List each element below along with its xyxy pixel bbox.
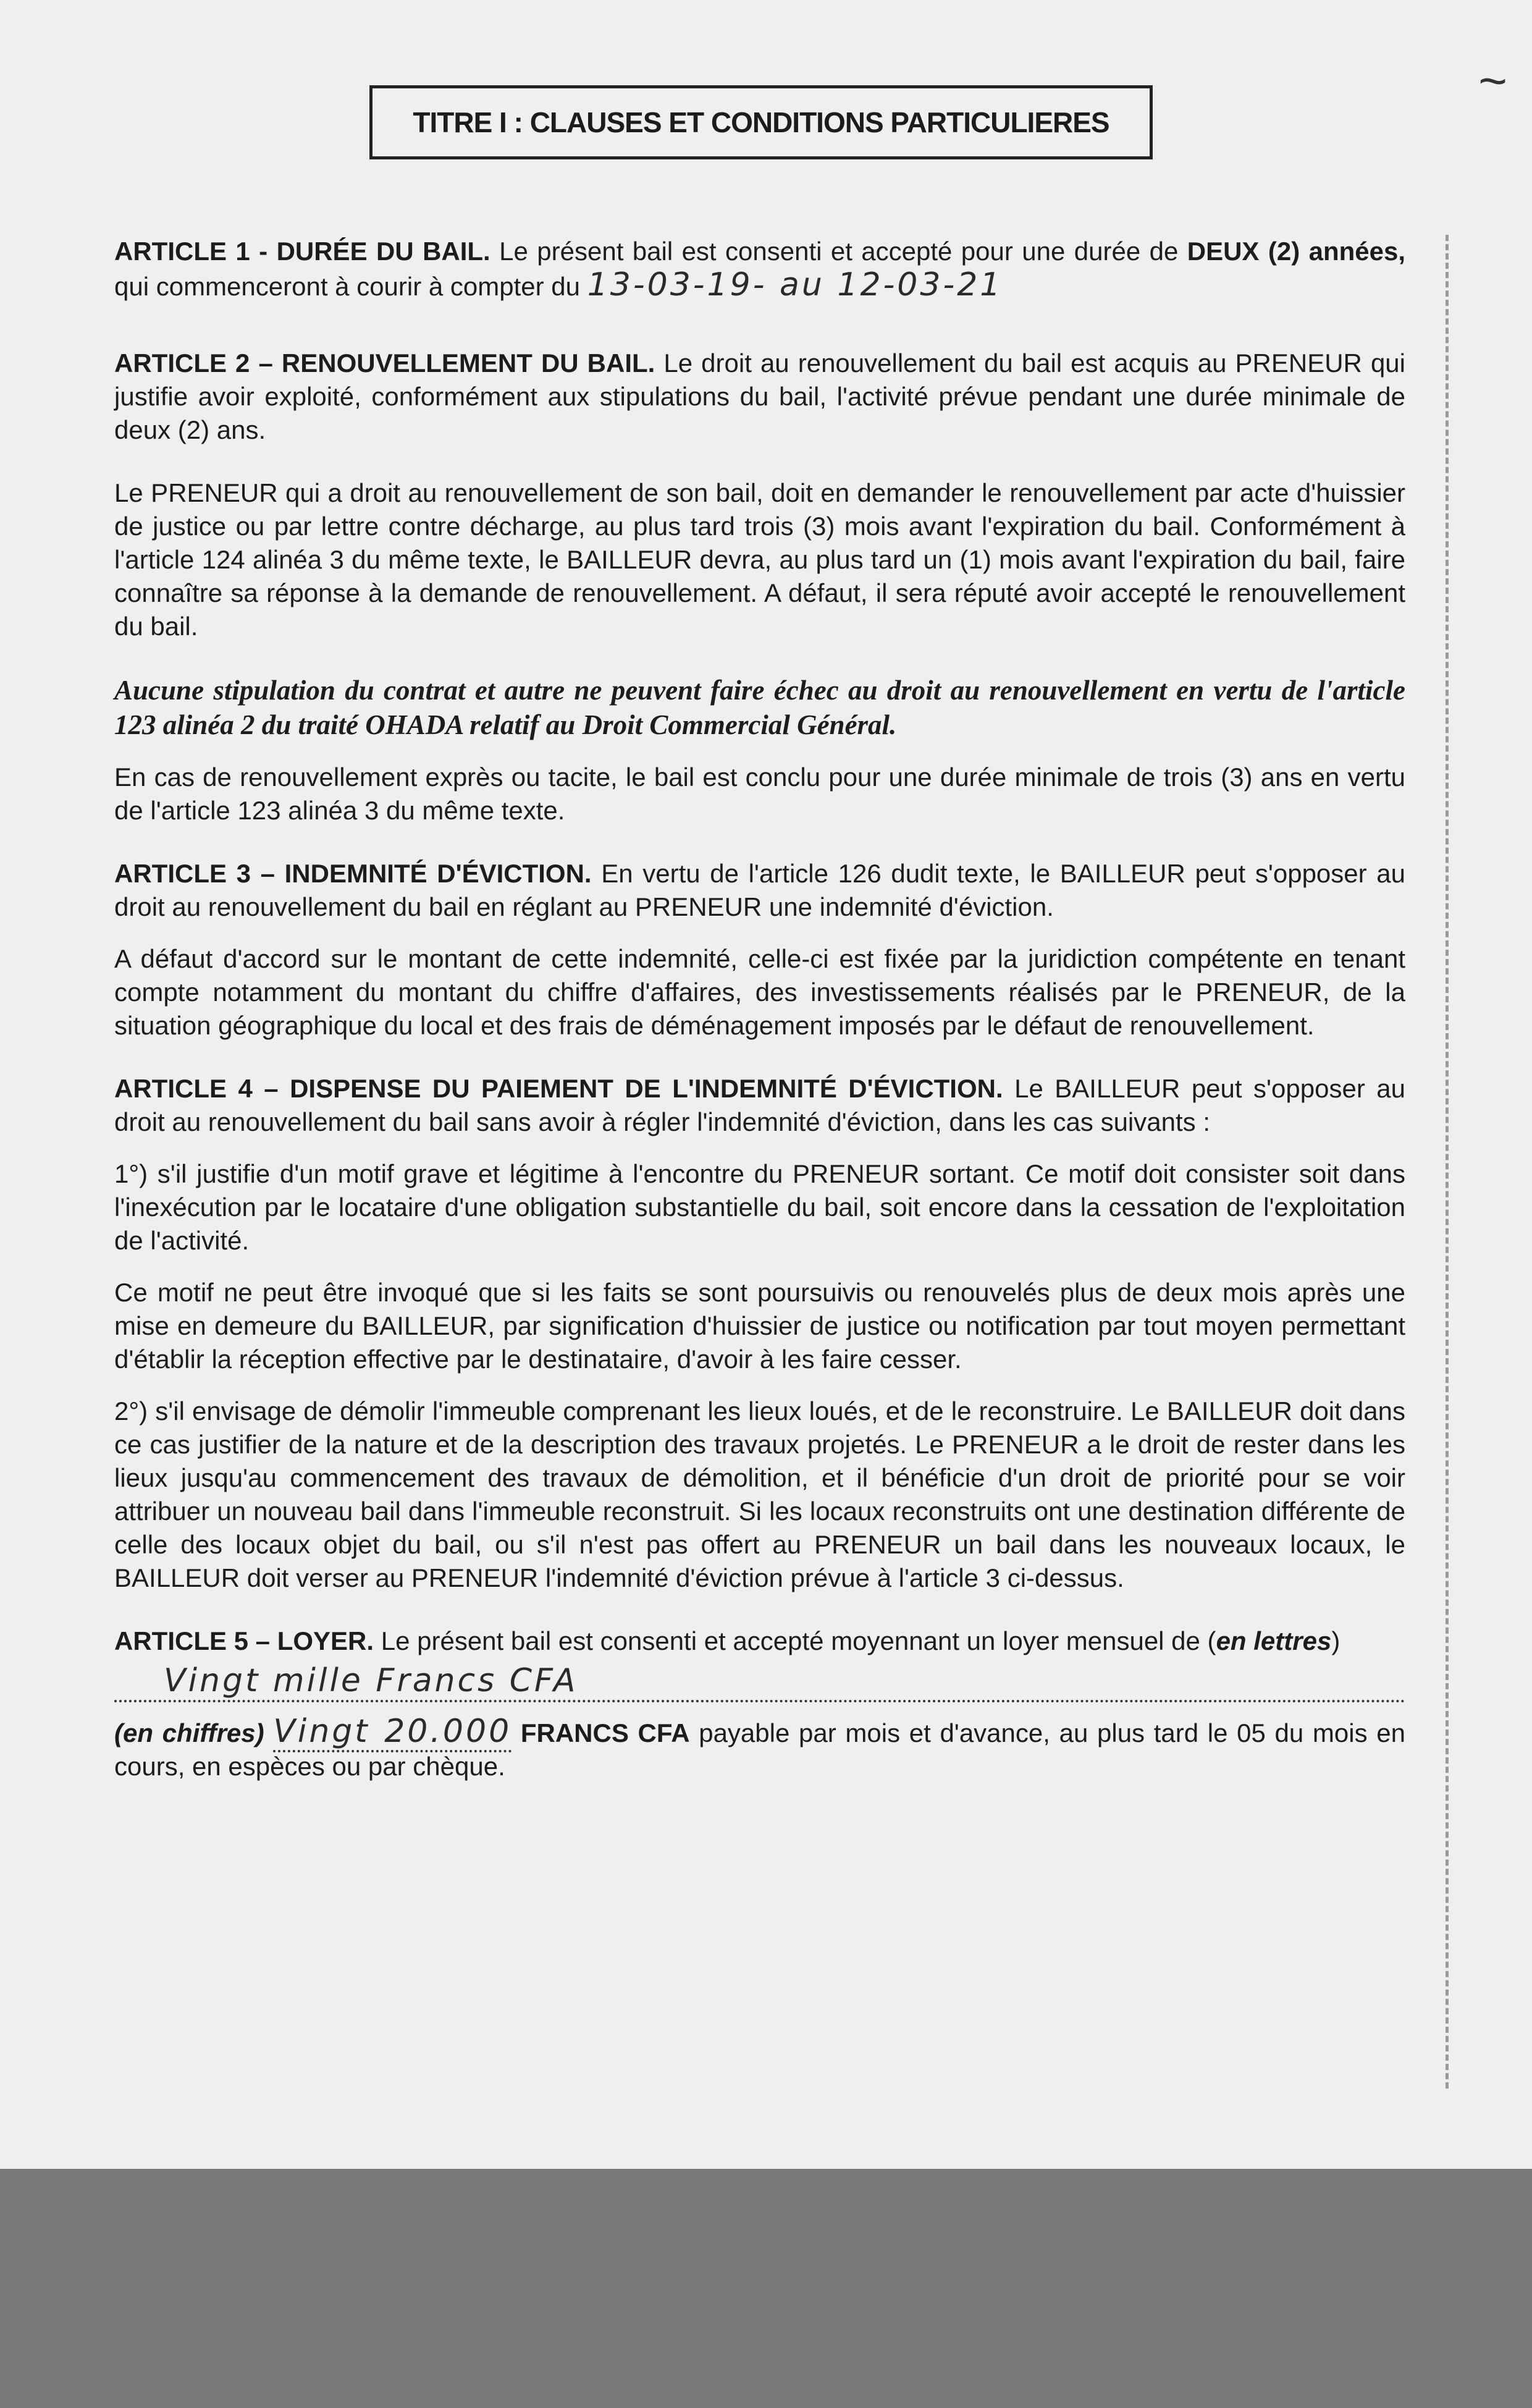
article-5-handwritten-number: Vingt 20.000 <box>273 1713 511 1752</box>
scan-background <box>0 2169 1532 2408</box>
article-5-heading: ARTICLE 5 – LOYER. <box>114 1626 374 1655</box>
document-title: TITRE I : CLAUSES ET CONDITIONS PARTICULIERES <box>369 85 1153 159</box>
article-2-p1 <box>114 347 1405 447</box>
article-1-duration: DEUX (2) années, <box>1187 237 1406 266</box>
scan-dotted-edge <box>1433 235 1449 2089</box>
article-2-p3: Aucune stipulation du contrat et autre ne peuvent faire échec au droit au renouvellement en vertu de l'article 123 alinéa 2 du traité OHADA relatif au Droit Commercial Général. <box>114 675 1405 740</box>
article-1-heading: ARTICLE 1 - DURÉE DU BAIL. <box>114 237 490 266</box>
article-1-text-b: qui commenceront à courir à compter du <box>114 272 581 301</box>
article-1-handwritten-dates: 13-03-19- au 12-03-21 <box>587 266 1003 303</box>
article-5-handwritten-words: Vingt mille Francs CFA <box>114 1662 1405 1702</box>
article-3-p1 <box>114 857 1405 924</box>
article-4-p1: 1°) s'il justifie d'un motif grave et légitime à l'encontre du PRENEUR sortant. Ce motif doit consister soit dans l'inexécution par le locataire d'une obligation substantielle du bail, soit encore dans la cessation de l'exploitation de l'activité. <box>114 1159 1405 1255</box>
article-5-currency: FRANCS CFA <box>520 1718 690 1747</box>
document-body <box>114 235 1405 1783</box>
article-4-p2: Ce motif ne peut être invoqué que si les faits se sont poursuivis ou renouvelés plus de deux mois après une mise en demeure du BAILLEUR, par signification d'huissier de justice ou notification par tout moyen permettant d'établir la réception effective par le destinataire, d'avoir à les faire cesser. <box>114 1278 1405 1374</box>
article-2-text: Le droit au renouvellement du bail est acquis au PRENEUR qui justifie avoir exploité, conformément aux stipulations du bail, l'activité prévue pendant une durée minimale de deux (2) ans. <box>114 349 1405 444</box>
article-4-intro-text: Le BAILLEUR peut s'opposer au droit au renouvellement du bail sans avoir à régler l'indemnité d'éviction, dans les cas suivants : <box>114 1074 1405 1136</box>
article-5-text-a: Le présent bail est consenti et accepté moyennant un loyer mensuel de ( <box>381 1626 1216 1655</box>
article-5-text-a-end: ) <box>1331 1626 1340 1655</box>
article-4-intro <box>114 1072 1405 1139</box>
article-3-heading: ARTICLE 3 – INDEMNITÉ D'ÉVICTION. <box>114 859 592 888</box>
article-2-p4: En cas de renouvellement exprès ou tacite, le bail est conclu pour une durée minimale de trois (3) ans en vertu de l'article 123 alinéa 3 du même texte. <box>114 763 1405 825</box>
article-1-text-a: Le présent bail est consenti et accepté pour une durée de <box>499 237 1179 266</box>
article-4-p3: 2°) s'il envisage de démolir l'immeuble comprenant les lieux loués, et de le reconstruire. Le BAILLEUR doit dans ce cas justifier de la nature et de la description des travaux projetés. Le PRENEUR a le droit de rester dans les lieux jusqu'au commencement des travaux de démolition, et il bénéficie d'un droit de priorité pour se voir attribuer un nouveau bail dans l'immeuble reconstruit. Si les locaux reconstruits ont une destination différente de celle des locaux objet du bail, ou s'il n'est pas offert au PRENEUR un bail dans les nouveaux locaux, le BAILLEUR doit verser au PRENEUR l'indemnité d'éviction prévue à l'article 3 ci-dessus. <box>114 1396 1405 1592</box>
corner-pen-mark: ~ <box>1478 53 1507 108</box>
article-2-heading: ARTICLE 2 – RENOUVELLEMENT DU BAIL. <box>114 349 655 378</box>
article-3-text: En vertu de l'article 126 dudit texte, le BAILLEUR peut s'opposer au droit au renouvellement du bail en réglant au PRENEUR une indemnité d'éviction. <box>114 859 1405 921</box>
article-5-line3 <box>114 1715 1405 1783</box>
article-5-en-lettres: en lettres <box>1216 1626 1332 1655</box>
article-4-heading: ARTICLE 4 – DISPENSE DU PAIEMENT DE L'INDEMNITÉ D'ÉVICTION. <box>114 1074 1003 1103</box>
article-5-line1 <box>114 1624 1405 1658</box>
article-2-p2: Le PRENEUR qui a droit au renouvellement de son bail, doit en demander le renouvellement par acte d'huissier de justice ou par lettre contre décharge, au plus tard trois (3) mois avant l'expiration du bail. Conformément à l'article 124 alinéa 3 du même texte, le BAILLEUR devra, au plus tard un (1) mois avant l'expiration du bail, faire connaître sa réponse à la demande de renouvellement. A défaut, il sera réputé avoir accepté le renouvellement du bail. <box>114 478 1405 641</box>
article-3-p2: A défaut d'accord sur le montant de cette indemnité, celle-ci est fixée par la juridiction compétente en tenant compte notamment du montant du chiffre d'affaires, des investissements réalisés par le PRENEUR, de la situation géographique du local et des frais de déménagement imposés par le défaut de renouvellement. <box>114 944 1405 1040</box>
article-5-text-b: payable par mois et d'avance, au plus tard le 05 du mois en cours, en espèces ou par chèque. <box>114 1718 1405 1781</box>
article-1 <box>114 235 1405 303</box>
article-5-en-chiffres: (en chiffres) <box>114 1718 264 1747</box>
